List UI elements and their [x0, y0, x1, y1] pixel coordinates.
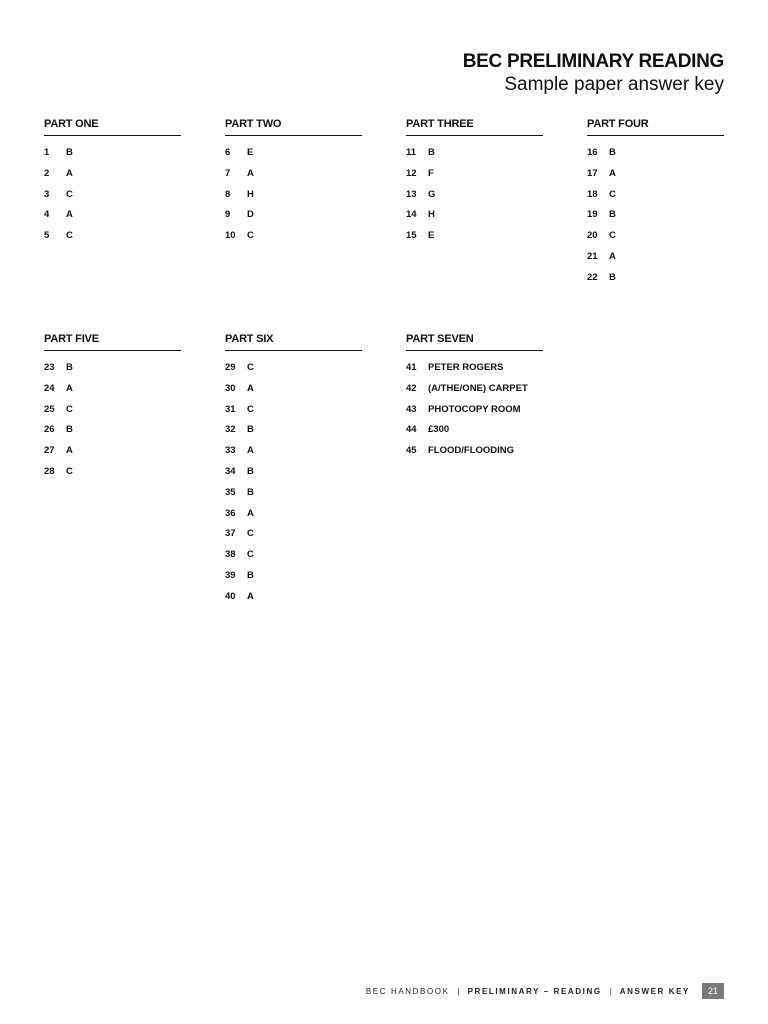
answer-value: B	[66, 147, 73, 158]
question-number: 43	[406, 403, 417, 415]
answer-value: B	[247, 569, 254, 581]
answer-row	[587, 251, 724, 272]
answer-row	[225, 404, 362, 425]
question-number: 42	[406, 382, 417, 394]
answer-value: FLOOD/FLOODING	[428, 445, 515, 457]
section-title: PART ONE	[44, 118, 181, 136]
answer-row	[406, 404, 543, 425]
answer-row	[225, 487, 362, 508]
answer-value: C	[66, 403, 73, 415]
question-number: 28	[44, 465, 55, 477]
answer-value: £300	[428, 424, 450, 436]
question-number: 40	[225, 590, 236, 602]
answer-value: C	[66, 230, 73, 242]
answer-value: A	[66, 209, 73, 221]
answer-row	[225, 466, 362, 487]
answer-value: A	[247, 507, 254, 519]
answer-value: C	[609, 230, 616, 242]
answer-row	[587, 189, 724, 210]
answer-row	[44, 466, 181, 487]
answer-row	[587, 209, 724, 230]
answer-row	[225, 508, 362, 529]
answer-value: A	[247, 167, 254, 179]
answer-row	[406, 445, 543, 466]
question-number: 19	[587, 209, 598, 221]
question-number: 6	[225, 147, 231, 158]
answer-value: C	[247, 528, 254, 540]
answer-row	[225, 570, 362, 591]
page-footer	[0, 983, 724, 999]
answer-row	[225, 230, 362, 251]
answer-value: A	[247, 382, 254, 394]
answer-value: B	[609, 209, 616, 221]
answer-value: A	[609, 167, 616, 179]
page-number: 21	[702, 983, 724, 999]
question-number: 29	[225, 362, 236, 373]
question-number: 17	[587, 167, 598, 179]
page-subtitle: Sample paper answer key	[504, 74, 724, 95]
answer-row	[44, 209, 181, 230]
question-number: 32	[225, 424, 236, 436]
answer-value: E	[247, 147, 254, 158]
question-number: 31	[225, 403, 236, 415]
answer-value: PETER ROGERS	[428, 362, 504, 373]
section-part-three	[406, 118, 543, 251]
question-number: 36	[225, 507, 236, 519]
question-number: 12	[406, 167, 417, 179]
footer-part: ANSWER KEY	[619, 986, 690, 996]
answer-value: B	[428, 147, 435, 158]
answer-value: PHOTOCOPY ROOM	[428, 403, 521, 415]
answer-value: A	[247, 445, 254, 457]
answer-row	[44, 147, 181, 168]
answer-value: B	[609, 147, 616, 158]
footer-section: PRELIMINARY – READING	[467, 986, 602, 996]
answer-value: H	[428, 209, 435, 221]
answer-value: A	[66, 167, 73, 179]
question-number: 34	[225, 465, 236, 477]
section-title: PART FIVE	[44, 333, 181, 351]
answer-value: C	[609, 188, 616, 200]
answer-row	[44, 404, 181, 425]
answer-value: A	[66, 445, 73, 457]
answer-row	[225, 168, 362, 189]
question-number: 18	[587, 188, 598, 200]
section-title: PART TWO	[225, 118, 362, 136]
page-title: BEC PRELIMINARY READING	[462, 51, 724, 72]
footer-separator: |	[609, 986, 612, 996]
question-number: 7	[225, 167, 231, 179]
answer-value: C	[66, 188, 73, 200]
answer-row	[44, 445, 181, 466]
answer-row	[225, 189, 362, 210]
answer-row	[406, 383, 543, 404]
question-number: 27	[44, 445, 55, 457]
answer-value: H	[247, 188, 254, 200]
answer-row	[587, 230, 724, 251]
section-part-two	[225, 118, 362, 251]
answer-row	[587, 168, 724, 189]
question-number: 39	[225, 569, 236, 581]
answer-row	[406, 189, 543, 210]
answer-row	[44, 189, 181, 210]
answer-row	[225, 424, 362, 445]
answer-row	[225, 383, 362, 404]
answer-row	[406, 168, 543, 189]
question-number: 37	[225, 528, 236, 540]
question-number: 13	[406, 188, 417, 200]
question-number: 35	[225, 486, 236, 498]
question-number: 3	[44, 188, 50, 200]
answer-value: D	[247, 209, 254, 221]
footer-handbook: BEC HANDBOOK	[365, 986, 450, 996]
answer-row	[225, 528, 362, 549]
question-number: 14	[406, 209, 417, 221]
question-number: 2	[44, 167, 50, 179]
question-number: 20	[587, 230, 598, 242]
answer-row	[406, 230, 543, 251]
answer-value: B	[66, 424, 73, 436]
answer-row	[44, 168, 181, 189]
section-title: PART SEVEN	[406, 333, 543, 351]
answer-row	[225, 445, 362, 466]
answer-row	[44, 362, 181, 383]
question-number: 4	[44, 209, 50, 221]
answer-value: C	[247, 362, 254, 373]
question-number: 44	[406, 424, 417, 436]
answer-value: G	[428, 188, 436, 200]
answer-row	[44, 230, 181, 251]
question-number: 23	[44, 362, 55, 373]
answer-value: A	[247, 590, 254, 602]
answer-row	[406, 147, 543, 168]
answer-value: B	[247, 486, 254, 498]
answer-value: B	[609, 271, 616, 283]
answer-value: E	[428, 230, 435, 242]
footer-separator: |	[457, 986, 460, 996]
question-number: 26	[44, 424, 55, 436]
answer-row	[225, 147, 362, 168]
question-number: 9	[225, 209, 231, 221]
answer-value: B	[247, 465, 254, 477]
question-number: 21	[587, 250, 598, 262]
page-header	[463, 50, 724, 97]
question-number: 15	[406, 230, 417, 242]
question-number: 10	[225, 230, 236, 242]
question-number: 22	[587, 271, 598, 283]
answer-row	[225, 362, 362, 383]
answer-row	[44, 383, 181, 404]
question-number: 16	[587, 147, 598, 158]
question-number: 11	[406, 147, 417, 158]
section-title: PART THREE	[406, 118, 543, 136]
answer-row	[225, 549, 362, 570]
question-number: 45	[406, 445, 417, 457]
section-part-five	[44, 333, 181, 487]
answer-row	[587, 147, 724, 168]
answer-value: F	[428, 167, 434, 179]
section-title: PART SIX	[225, 333, 362, 351]
question-number: 38	[225, 549, 236, 561]
answer-row	[44, 424, 181, 445]
answer-row	[406, 424, 543, 445]
section-part-one	[44, 118, 181, 251]
answer-value: C	[247, 230, 254, 242]
question-number: 24	[44, 382, 55, 394]
answer-value: A	[609, 250, 616, 262]
answer-value: B	[247, 424, 254, 436]
answer-row	[225, 209, 362, 230]
question-number: 25	[44, 403, 55, 415]
answer-row	[587, 272, 724, 293]
answer-value: C	[247, 403, 254, 415]
question-number: 8	[225, 188, 231, 200]
section-part-seven	[406, 333, 543, 466]
answer-value: C	[66, 465, 73, 477]
section-part-four	[587, 118, 724, 293]
answer-value: A	[66, 382, 73, 394]
question-number: 1	[44, 147, 50, 158]
section-part-six	[225, 333, 362, 612]
question-number: 33	[225, 445, 236, 457]
question-number: 30	[225, 382, 236, 394]
answer-value: C	[247, 549, 254, 561]
question-number: 5	[44, 230, 50, 242]
answer-row	[406, 362, 543, 383]
section-title: PART FOUR	[587, 118, 724, 136]
answer-value: (A/THE/ONE) CARPET	[428, 382, 528, 394]
answer-value: B	[66, 362, 73, 373]
answer-row	[225, 591, 362, 612]
question-number: 41	[406, 362, 417, 373]
answer-row	[406, 209, 543, 230]
